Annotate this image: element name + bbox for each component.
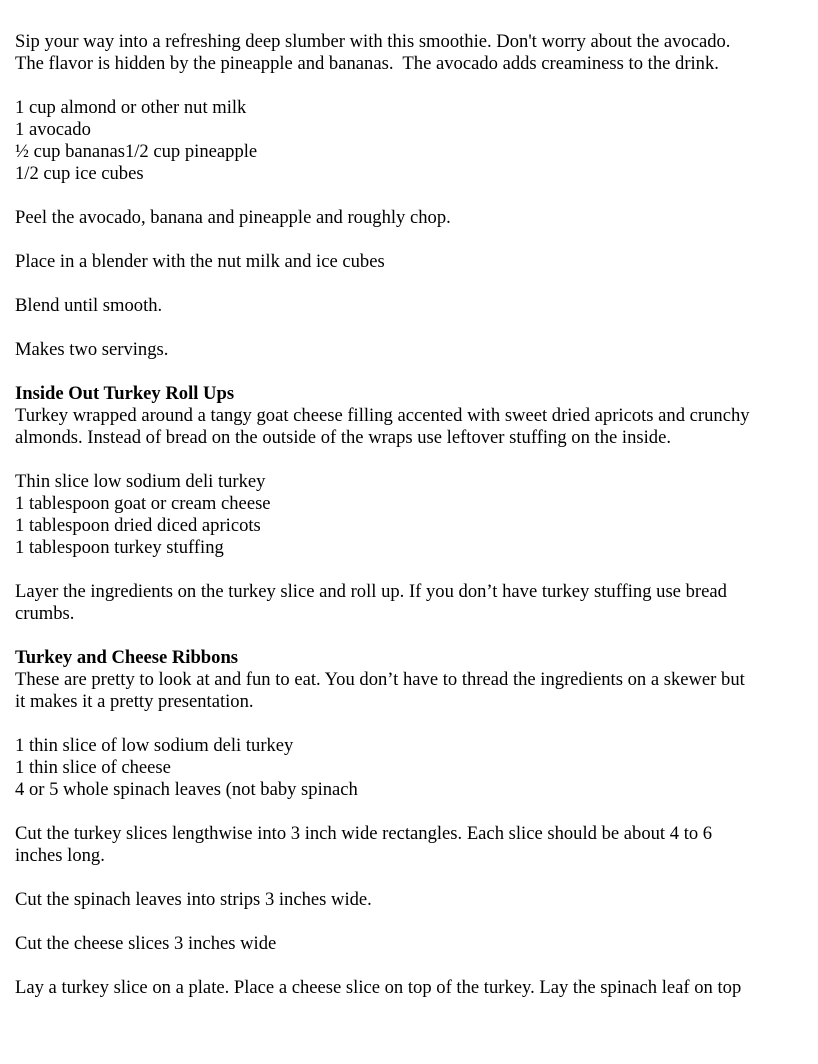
smoothie-intro-line-2: The flavor is hidden by the pineapple and bananas. The avocado adds creaminess to the drink.	[15, 53, 719, 74]
document-page	[15, 31, 805, 998]
recipe-ingredient: 1 thin slice of cheese	[15, 757, 171, 778]
recipe-title: Inside Out Turkey Roll Ups	[15, 383, 235, 404]
smoothie-recipe	[15, 31, 805, 383]
recipe-step-line: Lay a turkey slice on a plate. Place a cheese slice on top of the turkey. Lay the spinach leaf on top	[15, 977, 742, 998]
recipe-ingredient: Thin slice low sodium deli turkey	[15, 471, 266, 492]
recipe-title: Turkey and Cheese Ribbons	[15, 647, 239, 668]
recipe-step-line: Layer the ingredients on the turkey slice and roll up. If you don’t have turkey stuffing use bread	[15, 581, 727, 602]
smoothie-step: Blend until smooth.	[15, 295, 163, 316]
smoothie-ingredient: 1 cup almond or other nut milk	[15, 97, 247, 118]
turkey-roll-ups-recipe	[15, 383, 805, 647]
recipe-step-line: Cut the turkey slices lengthwise into 3 inch wide rectangles. Each slice should be about 4 to 6	[15, 823, 713, 844]
recipe-intro-line-1: Turkey wrapped around a tangy goat cheese filling accented with sweet dried apricots and crunchy	[15, 405, 750, 426]
smoothie-step: Peel the avocado, banana and pineapple and roughly chop.	[15, 207, 451, 228]
recipe-ingredient: 4 or 5 whole spinach leaves (not baby spinach	[15, 779, 358, 800]
recipe-intro-line-2: almonds. Instead of bread on the outside of the wraps use leftover stuffing on the inside.	[15, 427, 671, 448]
recipe-intro-line-1: These are pretty to look at and fun to eat. You don’t have to thread the ingredients on a skewer but	[15, 669, 745, 690]
smoothie-step: Makes two servings.	[15, 339, 169, 360]
recipe-ingredient: 1 tablespoon turkey stuffing	[15, 537, 224, 558]
recipe-ingredient: 1 tablespoon dried diced apricots	[15, 515, 261, 536]
recipe-ingredient: 1 tablespoon goat or cream cheese	[15, 493, 271, 514]
recipe-ingredient: 1 thin slice of low sodium deli turkey	[15, 735, 294, 756]
turkey-cheese-ribbons-recipe	[15, 647, 805, 999]
recipe-intro-line-2: it makes it a pretty presentation.	[15, 691, 254, 712]
recipe-step-line: Cut the cheese slices 3 inches wide	[15, 933, 277, 954]
recipe-step-line: inches long.	[15, 845, 105, 866]
recipe-step-line: Cut the spinach leaves into strips 3 inches wide.	[15, 889, 372, 910]
smoothie-ingredient: ½ cup bananas1/2 cup pineapple	[15, 141, 258, 162]
smoothie-ingredient: 1/2 cup ice cubes	[15, 163, 144, 184]
smoothie-intro-line-1: Sip your way into a refreshing deep slumber with this smoothie. Don't worry about the avocado.	[15, 31, 731, 52]
smoothie-step: Place in a blender with the nut milk and ice cubes	[15, 251, 385, 272]
recipe-step-line: crumbs.	[15, 603, 75, 624]
smoothie-ingredient: 1 avocado	[15, 119, 91, 140]
